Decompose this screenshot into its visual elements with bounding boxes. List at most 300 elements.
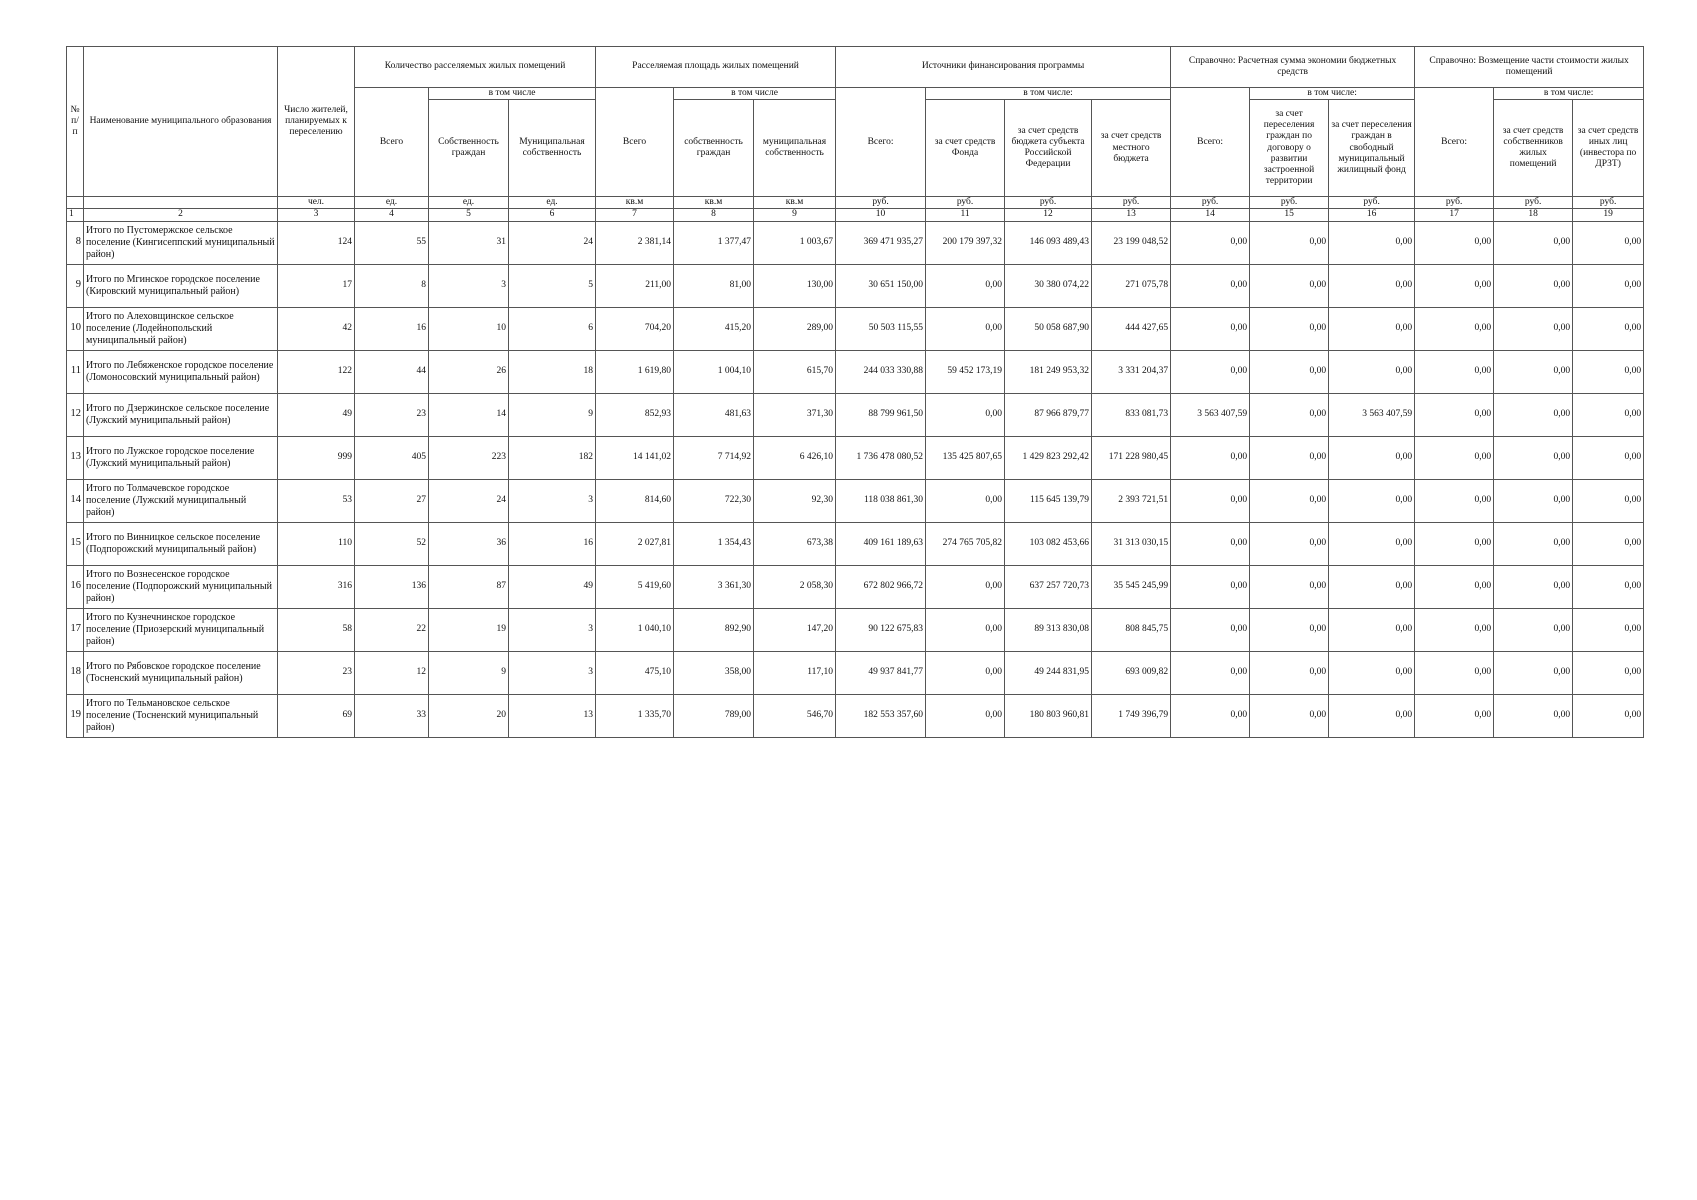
value-cell: 9 bbox=[509, 393, 596, 436]
value-cell: 136 bbox=[355, 565, 429, 608]
value-cell: 0,00 bbox=[1250, 221, 1329, 264]
municipality-name: Итого по Вознесенское городское поселение (Подпорожский муниципальный район) bbox=[84, 565, 278, 608]
value-cell: 1 003,67 bbox=[754, 221, 836, 264]
header-c9: муниципальная собственность bbox=[754, 100, 836, 197]
value-cell: 405 bbox=[355, 436, 429, 479]
value-cell: 50 058 687,90 bbox=[1005, 307, 1092, 350]
value-cell: 0,00 bbox=[1573, 522, 1644, 565]
row-number: 10 bbox=[67, 307, 84, 350]
value-cell: 0,00 bbox=[1171, 651, 1250, 694]
header-c7: Всего bbox=[596, 88, 674, 197]
value-cell: 0,00 bbox=[1171, 565, 1250, 608]
value-cell: 20 bbox=[429, 694, 509, 737]
column-number: 16 bbox=[1329, 209, 1415, 221]
header-incl: в том числе: bbox=[926, 88, 1171, 100]
value-cell: 118 038 861,30 bbox=[836, 479, 926, 522]
value-cell: 999 bbox=[278, 436, 355, 479]
value-cell: 22 bbox=[355, 608, 429, 651]
municipality-name: Итого по Алеховщинское сельское поселение (Лодейнопольский муниципальный район) bbox=[84, 307, 278, 350]
value-cell: 30 380 074,22 bbox=[1005, 264, 1092, 307]
column-number: 10 bbox=[836, 209, 926, 221]
value-cell: 88 799 961,50 bbox=[836, 393, 926, 436]
table-row bbox=[67, 608, 1644, 651]
header-c16: за счет переселения граждан в свободный муниципальный жилищный фонд bbox=[1329, 100, 1415, 197]
unit-cell: кв.м bbox=[674, 197, 754, 209]
value-cell: 0,00 bbox=[1573, 479, 1644, 522]
value-cell: 211,00 bbox=[596, 264, 674, 307]
header-group-funding: Источники финансирования программы bbox=[836, 47, 1171, 88]
header-residents: Число жителей, планируемых к переселению bbox=[278, 47, 355, 197]
value-cell: 0,00 bbox=[1573, 307, 1644, 350]
value-cell: 49 bbox=[509, 565, 596, 608]
header-c11: за счет средств Фонда bbox=[926, 100, 1005, 197]
header-name: Наименование муниципального образования bbox=[84, 47, 278, 197]
value-cell: 49 937 841,77 bbox=[836, 651, 926, 694]
value-cell: 892,90 bbox=[674, 608, 754, 651]
table-row bbox=[67, 522, 1644, 565]
value-cell: 0,00 bbox=[1573, 393, 1644, 436]
value-cell: 3 563 407,59 bbox=[1329, 393, 1415, 436]
value-cell: 103 082 453,66 bbox=[1005, 522, 1092, 565]
value-cell: 55 bbox=[355, 221, 429, 264]
value-cell: 110 bbox=[278, 522, 355, 565]
value-cell: 0,00 bbox=[926, 651, 1005, 694]
value-cell: 0,00 bbox=[1494, 565, 1573, 608]
value-cell: 180 803 960,81 bbox=[1005, 694, 1092, 737]
value-cell: 17 bbox=[278, 264, 355, 307]
value-cell: 16 bbox=[355, 307, 429, 350]
value-cell: 0,00 bbox=[1415, 264, 1494, 307]
value-cell: 0,00 bbox=[1329, 608, 1415, 651]
value-cell: 0,00 bbox=[1171, 221, 1250, 264]
column-number: 1 bbox=[67, 209, 84, 221]
value-cell: 14 141,02 bbox=[596, 436, 674, 479]
table-row bbox=[67, 565, 1644, 608]
column-number: 5 bbox=[429, 209, 509, 221]
unit-cell: ед. bbox=[355, 197, 429, 209]
value-cell: 274 765 705,82 bbox=[926, 522, 1005, 565]
value-cell: 0,00 bbox=[1171, 436, 1250, 479]
row-number: 17 bbox=[67, 608, 84, 651]
value-cell: 1 736 478 080,52 bbox=[836, 436, 926, 479]
table-row bbox=[67, 694, 1644, 737]
value-cell: 5 bbox=[509, 264, 596, 307]
value-cell: 0,00 bbox=[1329, 221, 1415, 264]
value-cell: 182 553 357,60 bbox=[836, 694, 926, 737]
value-cell: 0,00 bbox=[1573, 608, 1644, 651]
value-cell: 0,00 bbox=[1171, 479, 1250, 522]
row-number: 12 bbox=[67, 393, 84, 436]
municipality-name: Итого по Толмачевское городское поселение (Лужский муниципальный район) bbox=[84, 479, 278, 522]
value-cell: 0,00 bbox=[926, 479, 1005, 522]
value-cell: 271 075,78 bbox=[1092, 264, 1171, 307]
value-cell: 2 058,30 bbox=[754, 565, 836, 608]
value-cell: 42 bbox=[278, 307, 355, 350]
value-cell: 3 bbox=[509, 651, 596, 694]
column-number: 12 bbox=[1005, 209, 1092, 221]
value-cell: 23 bbox=[355, 393, 429, 436]
resettlement-table bbox=[66, 46, 1644, 738]
unit-cell: кв.м bbox=[596, 197, 674, 209]
value-cell: 3 563 407,59 bbox=[1171, 393, 1250, 436]
value-cell: 26 bbox=[429, 350, 509, 393]
value-cell: 0,00 bbox=[1494, 694, 1573, 737]
value-cell: 289,00 bbox=[754, 307, 836, 350]
value-cell: 0,00 bbox=[1415, 608, 1494, 651]
table-row bbox=[67, 651, 1644, 694]
value-cell: 0,00 bbox=[1171, 264, 1250, 307]
row-number: 14 bbox=[67, 479, 84, 522]
value-cell: 6 bbox=[509, 307, 596, 350]
value-cell: 0,00 bbox=[1250, 264, 1329, 307]
header-group-savings: Справочно: Расчетная сумма экономии бюджетных средств bbox=[1171, 47, 1415, 88]
municipality-name: Итого по Винницкое сельское поселение (Подпорожский муниципальный район) bbox=[84, 522, 278, 565]
value-cell: 0,00 bbox=[1494, 479, 1573, 522]
value-cell: 0,00 bbox=[1171, 350, 1250, 393]
value-cell: 1 040,10 bbox=[596, 608, 674, 651]
header-idx: № п/п bbox=[67, 47, 84, 197]
column-number: 2 bbox=[84, 209, 278, 221]
value-cell: 3 bbox=[429, 264, 509, 307]
value-cell: 0,00 bbox=[926, 307, 1005, 350]
value-cell: 546,70 bbox=[754, 694, 836, 737]
value-cell: 852,93 bbox=[596, 393, 674, 436]
value-cell: 0,00 bbox=[1415, 694, 1494, 737]
value-cell: 0,00 bbox=[1171, 307, 1250, 350]
value-cell: 1 004,10 bbox=[674, 350, 754, 393]
value-cell: 244 033 330,88 bbox=[836, 350, 926, 393]
value-cell: 0,00 bbox=[1329, 479, 1415, 522]
value-cell: 409 161 189,63 bbox=[836, 522, 926, 565]
value-cell: 18 bbox=[509, 350, 596, 393]
value-cell: 0,00 bbox=[1250, 479, 1329, 522]
value-cell: 13 bbox=[509, 694, 596, 737]
unit-cell: руб. bbox=[1250, 197, 1329, 209]
value-cell: 0,00 bbox=[1494, 522, 1573, 565]
unit-cell: руб. bbox=[1171, 197, 1250, 209]
value-cell: 115 645 139,79 bbox=[1005, 479, 1092, 522]
municipality-name: Итого по Кузнечнинское городское поселение (Приозерский муниципальный район) bbox=[84, 608, 278, 651]
value-cell: 16 bbox=[509, 522, 596, 565]
value-cell: 0,00 bbox=[1494, 608, 1573, 651]
value-cell: 481,63 bbox=[674, 393, 754, 436]
unit-cell: ед. bbox=[509, 197, 596, 209]
value-cell: 90 122 675,83 bbox=[836, 608, 926, 651]
value-cell: 0,00 bbox=[1494, 393, 1573, 436]
column-number: 19 bbox=[1573, 209, 1644, 221]
value-cell: 0,00 bbox=[1329, 522, 1415, 565]
row-number: 9 bbox=[67, 264, 84, 307]
value-cell: 3 bbox=[509, 479, 596, 522]
units-row bbox=[67, 197, 1644, 209]
header-c14: Всего: bbox=[1171, 88, 1250, 197]
value-cell: 0,00 bbox=[1494, 264, 1573, 307]
value-cell: 33 bbox=[355, 694, 429, 737]
unit-cell: руб. bbox=[836, 197, 926, 209]
value-cell: 44 bbox=[355, 350, 429, 393]
value-cell: 49 bbox=[278, 393, 355, 436]
header-group-compensation: Справочно: Возмещение части стоимости жилых помещений bbox=[1415, 47, 1644, 88]
table-row bbox=[67, 436, 1644, 479]
value-cell: 50 503 115,55 bbox=[836, 307, 926, 350]
value-cell: 0,00 bbox=[1171, 694, 1250, 737]
value-cell: 0,00 bbox=[1329, 565, 1415, 608]
value-cell: 0,00 bbox=[1415, 307, 1494, 350]
value-cell: 0,00 bbox=[1573, 694, 1644, 737]
table-row bbox=[67, 307, 1644, 350]
value-cell: 89 313 830,08 bbox=[1005, 608, 1092, 651]
value-cell: 0,00 bbox=[1415, 479, 1494, 522]
value-cell: 0,00 bbox=[1415, 436, 1494, 479]
value-cell: 0,00 bbox=[1573, 221, 1644, 264]
value-cell: 0,00 bbox=[1329, 264, 1415, 307]
value-cell: 0,00 bbox=[1329, 350, 1415, 393]
value-cell: 81,00 bbox=[674, 264, 754, 307]
municipality-name: Итого по Пустомержское сельское поселение (Кингисеппский муниципальный район) bbox=[84, 221, 278, 264]
value-cell: 1 335,70 bbox=[596, 694, 674, 737]
header-c8: собственность граждан bbox=[674, 100, 754, 197]
value-cell: 6 426,10 bbox=[754, 436, 836, 479]
value-cell: 0,00 bbox=[1415, 350, 1494, 393]
value-cell: 10 bbox=[429, 307, 509, 350]
header-c19: за счет средств иных лиц (инвестора по ДРЗТ) bbox=[1573, 100, 1644, 197]
header-c17: Всего: bbox=[1415, 88, 1494, 197]
table-row bbox=[67, 221, 1644, 264]
column-number: 18 bbox=[1494, 209, 1573, 221]
municipality-name: Итого по Лебяженское городское поселение (Ломоносовский муниципальный район) bbox=[84, 350, 278, 393]
value-cell: 147,20 bbox=[754, 608, 836, 651]
value-cell: 3 bbox=[509, 608, 596, 651]
unit-cell: руб. bbox=[1415, 197, 1494, 209]
value-cell: 475,10 bbox=[596, 651, 674, 694]
municipality-name: Итого по Лужское городское поселение (Лужский муниципальный район) bbox=[84, 436, 278, 479]
value-cell: 181 249 953,32 bbox=[1005, 350, 1092, 393]
value-cell: 637 257 720,73 bbox=[1005, 565, 1092, 608]
value-cell: 369 471 935,27 bbox=[836, 221, 926, 264]
header-incl: в том числе bbox=[674, 88, 836, 100]
value-cell: 27 bbox=[355, 479, 429, 522]
column-number: 14 bbox=[1171, 209, 1250, 221]
value-cell: 0,00 bbox=[1250, 393, 1329, 436]
value-cell: 1 354,43 bbox=[674, 522, 754, 565]
value-cell: 833 081,73 bbox=[1092, 393, 1171, 436]
value-cell: 14 bbox=[429, 393, 509, 436]
value-cell: 673,38 bbox=[754, 522, 836, 565]
header-c18: за счет средств собственников жилых помещений bbox=[1494, 100, 1573, 197]
unit-cell: руб. bbox=[926, 197, 1005, 209]
value-cell: 0,00 bbox=[1573, 565, 1644, 608]
column-number: 15 bbox=[1250, 209, 1329, 221]
value-cell: 358,00 bbox=[674, 651, 754, 694]
column-number: 6 bbox=[509, 209, 596, 221]
value-cell: 0,00 bbox=[1494, 307, 1573, 350]
value-cell: 0,00 bbox=[1415, 651, 1494, 694]
value-cell: 0,00 bbox=[1250, 565, 1329, 608]
table-row bbox=[67, 350, 1644, 393]
row-number: 13 bbox=[67, 436, 84, 479]
column-number: 17 bbox=[1415, 209, 1494, 221]
value-cell: 23 199 048,52 bbox=[1092, 221, 1171, 264]
column-number: 7 bbox=[596, 209, 674, 221]
table-row bbox=[67, 479, 1644, 522]
value-cell: 1 619,80 bbox=[596, 350, 674, 393]
value-cell: 444 427,65 bbox=[1092, 307, 1171, 350]
value-cell: 0,00 bbox=[1171, 608, 1250, 651]
value-cell: 49 244 831,95 bbox=[1005, 651, 1092, 694]
value-cell: 9 bbox=[429, 651, 509, 694]
value-cell: 371,30 bbox=[754, 393, 836, 436]
value-cell: 122 bbox=[278, 350, 355, 393]
table-row bbox=[67, 393, 1644, 436]
value-cell: 130,00 bbox=[754, 264, 836, 307]
value-cell: 92,30 bbox=[754, 479, 836, 522]
value-cell: 0,00 bbox=[1250, 307, 1329, 350]
header-c10: Всего: bbox=[836, 88, 926, 197]
value-cell: 615,70 bbox=[754, 350, 836, 393]
value-cell: 0,00 bbox=[1329, 436, 1415, 479]
value-cell: 0,00 bbox=[926, 393, 1005, 436]
value-cell: 19 bbox=[429, 608, 509, 651]
header-incl: в том числе bbox=[429, 88, 596, 100]
value-cell: 0,00 bbox=[1171, 522, 1250, 565]
value-cell: 30 651 150,00 bbox=[836, 264, 926, 307]
value-cell: 808 845,75 bbox=[1092, 608, 1171, 651]
value-cell: 36 bbox=[429, 522, 509, 565]
value-cell: 3 331 204,37 bbox=[1092, 350, 1171, 393]
value-cell: 0,00 bbox=[1250, 694, 1329, 737]
value-cell: 415,20 bbox=[674, 307, 754, 350]
value-cell: 3 361,30 bbox=[674, 565, 754, 608]
header-c6: Муниципальная собственность bbox=[509, 100, 596, 197]
value-cell: 2 027,81 bbox=[596, 522, 674, 565]
row-number: 11 bbox=[67, 350, 84, 393]
value-cell: 0,00 bbox=[1250, 522, 1329, 565]
value-cell: 0,00 bbox=[1573, 264, 1644, 307]
row-number: 15 bbox=[67, 522, 84, 565]
value-cell: 24 bbox=[509, 221, 596, 264]
value-cell: 704,20 bbox=[596, 307, 674, 350]
value-cell: 693 009,82 bbox=[1092, 651, 1171, 694]
value-cell: 0,00 bbox=[1573, 350, 1644, 393]
value-cell: 7 714,92 bbox=[674, 436, 754, 479]
value-cell: 117,10 bbox=[754, 651, 836, 694]
value-cell: 223 bbox=[429, 436, 509, 479]
value-cell: 31 bbox=[429, 221, 509, 264]
value-cell: 23 bbox=[278, 651, 355, 694]
value-cell: 1 377,47 bbox=[674, 221, 754, 264]
value-cell: 8 bbox=[355, 264, 429, 307]
header-c5: Собственность граждан bbox=[429, 100, 509, 197]
value-cell: 0,00 bbox=[1250, 651, 1329, 694]
table-body bbox=[67, 221, 1644, 737]
value-cell: 0,00 bbox=[1329, 694, 1415, 737]
row-number: 19 bbox=[67, 694, 84, 737]
value-cell: 5 419,60 bbox=[596, 565, 674, 608]
unit-cell: руб. bbox=[1005, 197, 1092, 209]
value-cell: 2 381,14 bbox=[596, 221, 674, 264]
value-cell: 87 966 879,77 bbox=[1005, 393, 1092, 436]
unit-cell: кв.м bbox=[754, 197, 836, 209]
column-numbers-row bbox=[67, 209, 1644, 221]
value-cell: 0,00 bbox=[1415, 221, 1494, 264]
value-cell: 12 bbox=[355, 651, 429, 694]
value-cell: 2 393 721,51 bbox=[1092, 479, 1171, 522]
value-cell: 182 bbox=[509, 436, 596, 479]
value-cell: 0,00 bbox=[926, 694, 1005, 737]
value-cell: 52 bbox=[355, 522, 429, 565]
value-cell: 146 093 489,43 bbox=[1005, 221, 1092, 264]
column-number: 8 bbox=[674, 209, 754, 221]
value-cell: 0,00 bbox=[1415, 565, 1494, 608]
value-cell: 0,00 bbox=[1250, 436, 1329, 479]
value-cell: 0,00 bbox=[1494, 350, 1573, 393]
value-cell: 0,00 bbox=[1250, 350, 1329, 393]
value-cell: 135 425 807,65 bbox=[926, 436, 1005, 479]
column-number: 13 bbox=[1092, 209, 1171, 221]
row-number: 16 bbox=[67, 565, 84, 608]
column-number: 11 bbox=[926, 209, 1005, 221]
value-cell: 0,00 bbox=[926, 608, 1005, 651]
table-row bbox=[67, 264, 1644, 307]
value-cell: 200 179 397,32 bbox=[926, 221, 1005, 264]
unit-cell: руб. bbox=[1494, 197, 1573, 209]
unit-cell: руб. bbox=[1573, 197, 1644, 209]
value-cell: 672 802 966,72 bbox=[836, 565, 926, 608]
value-cell: 316 bbox=[278, 565, 355, 608]
header-group-area: Расселяемая площадь жилых помещений bbox=[596, 47, 836, 88]
value-cell: 59 452 173,19 bbox=[926, 350, 1005, 393]
value-cell: 1 429 823 292,42 bbox=[1005, 436, 1092, 479]
header-c12: за счет средств бюджета субъекта Российской Федерации bbox=[1005, 100, 1092, 197]
value-cell: 0,00 bbox=[1494, 221, 1573, 264]
value-cell: 0,00 bbox=[1573, 436, 1644, 479]
column-number: 4 bbox=[355, 209, 429, 221]
row-number: 8 bbox=[67, 221, 84, 264]
value-cell: 0,00 bbox=[926, 264, 1005, 307]
value-cell: 24 bbox=[429, 479, 509, 522]
value-cell: 171 228 980,45 bbox=[1092, 436, 1171, 479]
header-c4: Всего bbox=[355, 88, 429, 197]
value-cell: 1 749 396,79 bbox=[1092, 694, 1171, 737]
header-incl: в том числе: bbox=[1494, 88, 1644, 100]
value-cell: 789,00 bbox=[674, 694, 754, 737]
value-cell: 0,00 bbox=[926, 565, 1005, 608]
header-incl: в том числе: bbox=[1250, 88, 1415, 100]
value-cell: 0,00 bbox=[1494, 651, 1573, 694]
value-cell: 31 313 030,15 bbox=[1092, 522, 1171, 565]
value-cell: 0,00 bbox=[1250, 608, 1329, 651]
value-cell: 0,00 bbox=[1415, 393, 1494, 436]
value-cell: 124 bbox=[278, 221, 355, 264]
municipality-name: Итого по Мгинское городское поселение (Кировский муниципальный район) bbox=[84, 264, 278, 307]
value-cell: 87 bbox=[429, 565, 509, 608]
header-c15: за счет переселения граждан по договору о развитии застроенной территории bbox=[1250, 100, 1329, 197]
municipality-name: Итого по Рябовское городское поселение (Тосненский муниципальный район) bbox=[84, 651, 278, 694]
header-group-units: Количество расселяемых жилых помещений bbox=[355, 47, 596, 88]
value-cell: 722,30 bbox=[674, 479, 754, 522]
value-cell: 58 bbox=[278, 608, 355, 651]
unit-cell: руб. bbox=[1329, 197, 1415, 209]
value-cell: 0,00 bbox=[1329, 651, 1415, 694]
municipality-name: Итого по Дзержинское сельское поселение (Лужский муниципальный район) bbox=[84, 393, 278, 436]
municipality-name: Итого по Тельмановское сельское поселение (Тосненский муниципальный район) bbox=[84, 694, 278, 737]
value-cell: 0,00 bbox=[1494, 436, 1573, 479]
unit-cell: руб. bbox=[1092, 197, 1171, 209]
unit-cell: чел. bbox=[278, 197, 355, 209]
column-number: 3 bbox=[278, 209, 355, 221]
unit-cell: ед. bbox=[429, 197, 509, 209]
value-cell: 814,60 bbox=[596, 479, 674, 522]
